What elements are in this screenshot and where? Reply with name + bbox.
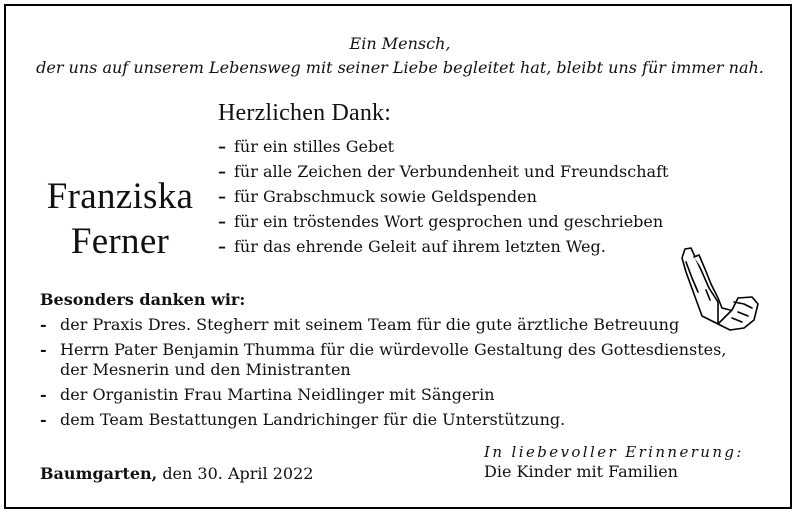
dash-marker: - <box>40 410 47 429</box>
intro-line-2: der uns auf unserem Lebensweg mit seiner Liebe begleitet hat, bleibt uns für immer nah. <box>36 58 764 77</box>
thanks-list <box>218 134 668 259</box>
deceased-last-name: Ferner <box>70 221 170 262</box>
thanks-heading: Herzlichen Dank: <box>218 100 392 126</box>
special-item: - der Organistin Frau Martina Neidlinger mit Sängerin <box>40 385 495 404</box>
thanks-item: – für das ehrende Geleit auf ihrem letzten Weg. <box>218 234 668 259</box>
special-thanks-heading: Besonders danken wir: <box>40 290 246 309</box>
dash-marker: - <box>40 385 47 404</box>
date: den 30. April 2022 <box>162 464 314 483</box>
special-item: - der Praxis Dres. Stegherr mit seinem Team für die gute ärztliche Betreuung <box>40 315 680 334</box>
place-date <box>40 464 313 483</box>
closing-phrase: In liebevoller Erinnerung: <box>484 443 744 461</box>
special-thanks-list <box>40 315 726 430</box>
place: Baumgarten, <box>40 464 158 483</box>
thanks-item: – für ein tröstendes Wort gesprochen und geschrieben <box>218 209 668 234</box>
intro-line-1: Ein Mensch, <box>349 34 451 53</box>
deceased-first-name: Franziska <box>46 176 194 217</box>
dash-marker: – <box>218 187 226 206</box>
dash-marker: – <box>218 212 226 231</box>
signatories: Die Kinder mit Familien <box>484 462 678 481</box>
dash-marker: – <box>218 237 226 256</box>
dash-marker: - <box>40 315 47 334</box>
special-item: - dem Team Bestattungen Landrichinger für die Unterstützung. <box>40 410 566 429</box>
special-item: - Herrn Pater Benjamin Thumma für die würdevolle Gestaltung des Gottesdienstes, der Mesnerin und den Ministranten <box>40 340 727 379</box>
deceased-name <box>20 174 220 264</box>
thanks-item: – für alle Zeichen der Verbundenheit und Freundschaft <box>218 159 668 184</box>
dash-marker: - <box>40 340 47 359</box>
dash-marker: – <box>218 137 226 156</box>
thanks-item: – für ein stilles Gebet <box>218 134 668 159</box>
dash-marker: – <box>218 162 226 181</box>
thanks-item: – für Grabschmuck sowie Geldspenden <box>218 184 668 209</box>
